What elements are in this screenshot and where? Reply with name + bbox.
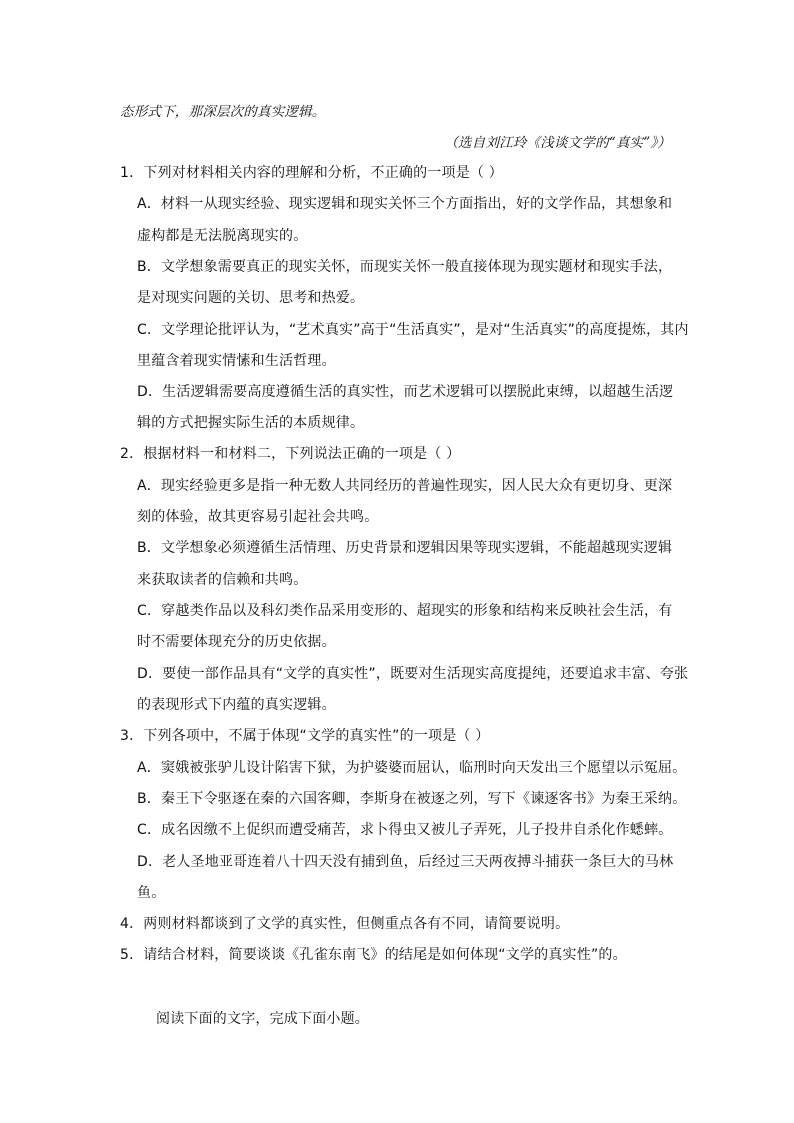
question-2-option-a: A．现实经验更多是指一种无数人共同经历的普遍性现实，因人民大众有更切身、更深 [137, 478, 673, 494]
question-4-stem: 4．两则材料都谈到了文学的真实性，但侧重点各有不同，请简要说明。 [120, 916, 570, 932]
question-2-option-c: C．穿越类作品以及科幻类作品采用变形的、超现实的形象和结构来反映社会生活，有 [137, 603, 673, 619]
question-1-option-b: B．文学想象需要真正的现实关怀，而现实关怀一般直接体现为现实题材和现实手法， [137, 259, 673, 275]
question-2-option-d: D．要使一部作品具有“文学的真实性”，既要对生活现实高度提纯，还要追求丰富、夸张 [137, 666, 689, 682]
question-2-stem: 2．根据材料一和材料二，下列说法正确的一项是（ ） [120, 446, 461, 462]
question-2-option-d-cont: 的表现形式下内蕴的真实逻辑。 [137, 697, 336, 713]
question-1-option-c-cont: 里蕴含着现实情愫和生活哲理。 [137, 353, 336, 369]
reading-instruction: 阅读下面的文字，完成下面小题。 [156, 1011, 369, 1027]
question-5-stem: 5．请结合材料，简要谈谈《孔雀东南飞》的结尾是如何体现“文学的真实性”的。 [120, 947, 627, 963]
question-2-option-c-cont: 时不需要体现充分的历史依据。 [137, 634, 336, 650]
question-1-option-a-cont: 虚构都是无法脱离现实的。 [137, 228, 308, 244]
source-citation: （选自刘江玲《浅谈文学的“真实”》） [444, 135, 671, 151]
question-3-stem: 3．下列各项中，不属于体现“文学的真实性”的一项是（ ） [120, 728, 490, 744]
question-1-option-a: A．材料一从现实经验、现实逻辑和现实关怀三个方面指出，好的文学作品，其想象和 [137, 196, 673, 212]
passage-tail: 态形式下，那深层次的真实逻辑。 [120, 104, 326, 120]
question-2-option-b: B．文学想象必须遵循生活情理、历史背景和逻辑因果等现实逻辑，不能超越现实逻辑 [137, 540, 673, 556]
question-3-option-d-cont: 鱼。 [137, 885, 166, 901]
question-1-stem: 1．下列对材料相关内容的理解和分析，不正确的一项是（ ） [120, 165, 503, 181]
question-3-option-b: B．秦王下令驱逐在秦的六国客卿，李斯身在被逐之列，写下《谏逐客书》为秦王采纳。 [137, 791, 687, 807]
question-1-option-c: C．文学理论批评认为，“艺术真实”高于“生活真实”，是对“生活真实”的高度提炼，其内 [137, 322, 689, 338]
question-1-option-d: D．生活逻辑需要高度遵循生活的真实性，而艺术逻辑可以摆脱此束缚，以超越生活逻 [137, 384, 674, 400]
question-3-option-d: D．老人圣地亚哥连着八十四天没有捕到鱼，后经过三天两夜搏斗捕获一条巨大的马林 [137, 854, 674, 870]
question-3-option-a: A．窦娥被张驴儿设计陷害下狱，为护婆婆而屈认，临刑时向天发出三个愿望以示冤屈。 [137, 760, 687, 776]
question-1-option-b-cont: 是对现实问题的关切、思考和热爱。 [137, 290, 365, 306]
question-2-option-b-cont: 来获取读者的信赖和共鸣。 [137, 572, 308, 588]
question-1-option-d-cont: 辑的方式把握实际生活的本质规律。 [137, 415, 365, 431]
question-3-option-c: C．成名因缴不上促织而遭受痛苦，求卜得虫又被儿子弄死，儿子投井自杀化作蟋蟀。 [137, 822, 673, 838]
question-2-option-a-cont: 刻的体验，故其更容易引起社会共鸣。 [137, 509, 379, 525]
